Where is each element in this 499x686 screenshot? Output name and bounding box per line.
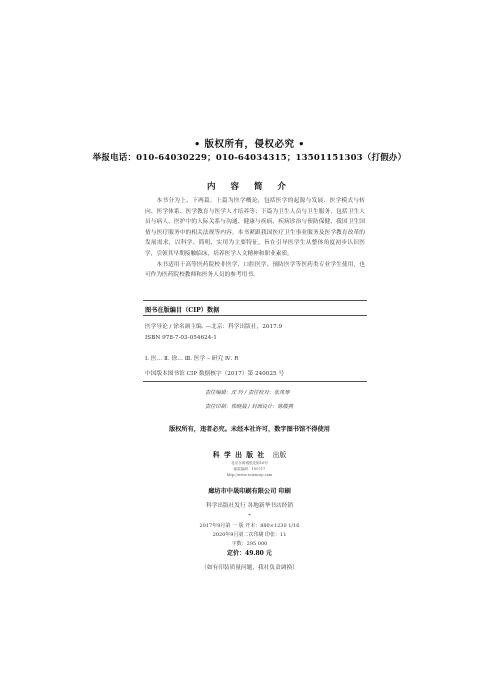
editor-credits: 责任编辑：沈 玲 / 责任校对：张凤琴 <box>205 390 290 396</box>
separator-star: * <box>248 513 251 519</box>
publisher-suffix: 出版 <box>272 451 287 459</box>
copyright-notice: • 版权所有，侵权必究 • <box>194 139 305 150</box>
edition-line-3: 字数：295 000 <box>231 541 268 547</box>
cip-top-rule <box>143 300 367 301</box>
publisher-postcode: 邮政编码：100717 <box>233 467 266 471</box>
cip-line-isbn: ISBN 978-7-03-054624-1 <box>145 335 217 341</box>
production-credits: 责任印制：徐晓晨 / 封面设计：陈敬燕 <box>205 404 294 410</box>
cip-title-rule <box>143 315 367 316</box>
cip-bottom-rule <box>143 381 367 382</box>
edition-line-2: 2020年9月第二次印刷 印张：11 <box>212 532 287 538</box>
summary-body <box>145 196 365 281</box>
publisher-website: http://www.sciencep.com <box>226 473 273 477</box>
cip-line-classification: Ⅰ. 医… Ⅱ. 徐… Ⅲ. 医学 – 研究 Ⅳ. R <box>145 356 239 362</box>
printer-line: 廊坊市中晟印刷有限公司 印刷 <box>208 488 291 495</box>
publisher-line <box>0 449 499 459</box>
edition-line-1: 2017年9月第 一 版 开本：880×1230 1/16 <box>199 523 300 529</box>
summary-paragraph: 本书适用于高等医药院校非医学、口腔医学、预防医学等医药类专业学生使用，也可作为医药院校教师和医务人员的参考用书。 <box>145 261 365 279</box>
summary-paragraph: 本书分为上、下两篇。上篇为医学概论，包括医学的起源与发展、医学模式与转向、医学体系、医学教育与医学人才培养等；下篇为卫生人员与卫生服务，包括卫生人员与病人、医护中的人际关系与沟通、健康与疾病、疾病诊治与预防保健、我国卫生国情与医疗服务中的相关法规等内容。本书紧跟我国医疗卫生事业服务及医学教育改革的发展需求，以科学、简明、实用为主要特征，旨在引导医学生从整体角度初步认识医学，引领其早期接触临床，培养医学人文精神和职业素质。 <box>145 198 365 257</box>
summary-title: 内 容 简 介 <box>207 182 292 192</box>
cip-line-cip-number: 中国版本图书馆 CIP 数据核字（2017）第 240025 号 <box>145 371 285 377</box>
usage-warning: 版权所有，违者必究。未经本社许可，数字图书馆不得使用 <box>169 426 330 433</box>
price-line: 定价：49.80 元 <box>227 550 272 557</box>
publisher-name: 科 学 出 版 社 <box>212 451 266 459</box>
distributor-line: 科学出版社发行 各地新华书店经销 <box>205 503 294 509</box>
piracy-hotline: 举报电话：010-64030229；010-64034315；13501151303（打假办） <box>92 153 407 163</box>
cip-line-title: 医学导论 / 徐名颉主编. —北京：科学出版社，2017.9 <box>145 324 283 330</box>
cip-title: 图书在版编目（CIP）数据 <box>145 307 220 314</box>
publisher-address: 北京东黄城根北街16号 <box>231 461 268 465</box>
quality-notice: （如有印装质量问题，我社负责调换） <box>201 565 298 571</box>
